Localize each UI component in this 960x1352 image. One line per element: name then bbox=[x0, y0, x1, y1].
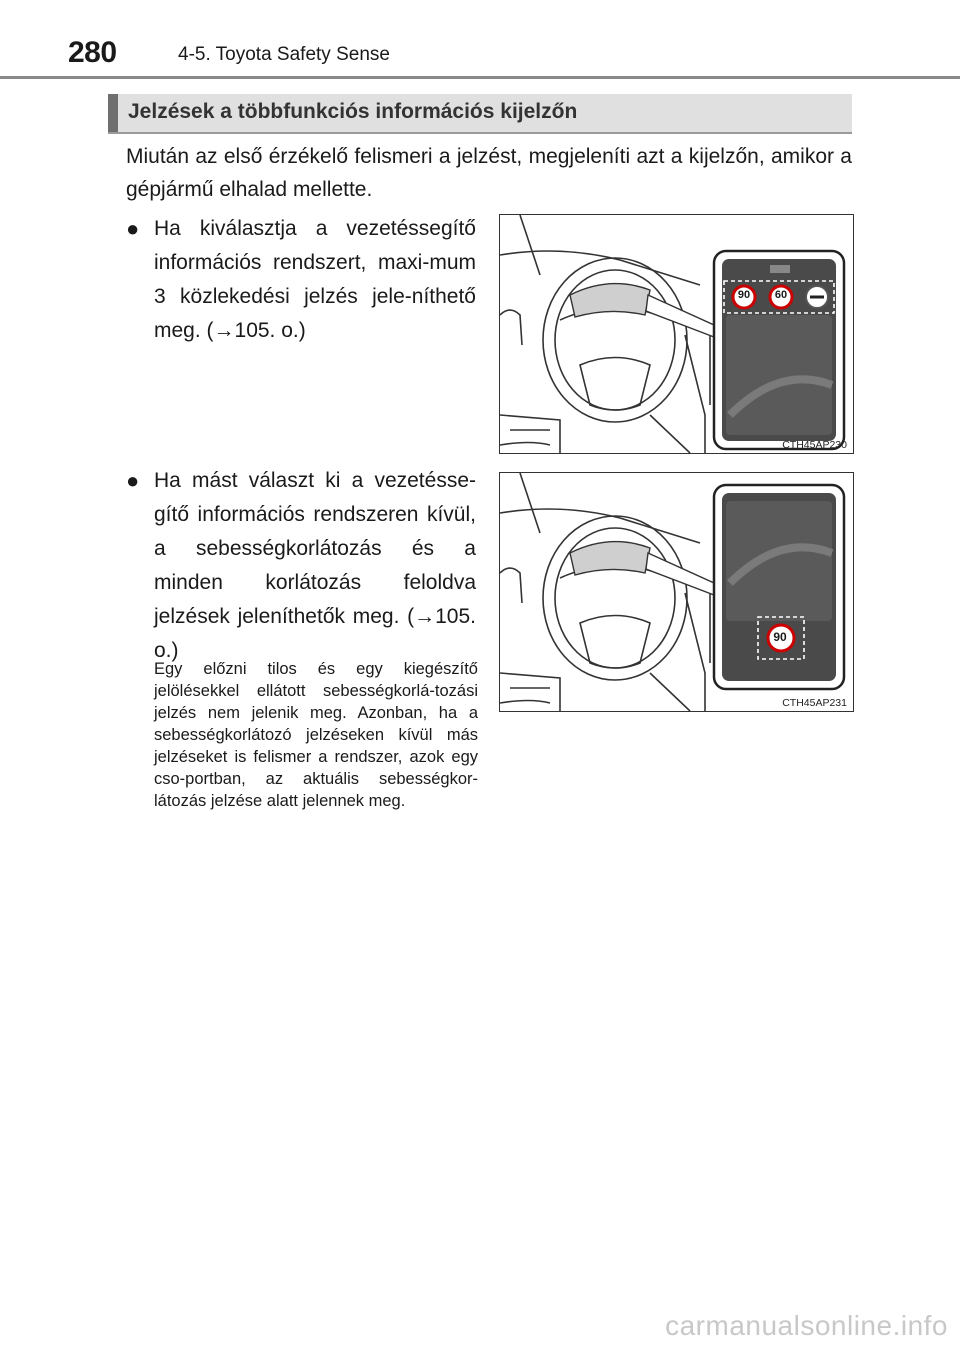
dashboard-illustration bbox=[500, 215, 853, 453]
bullet-item bbox=[126, 212, 476, 348]
section-heading bbox=[108, 94, 852, 134]
dashboard-illustration bbox=[500, 473, 853, 711]
heading-accent bbox=[108, 94, 118, 132]
bullet-marker: ● bbox=[126, 468, 140, 493]
speed-limit-sign-label: 60 bbox=[774, 289, 788, 301]
figure-dashboard-single-sign bbox=[499, 472, 854, 712]
bullet-item bbox=[126, 464, 476, 668]
section-title: 4-5. Toyota Safety Sense bbox=[178, 44, 390, 65]
figure-code: CTH45AP230 bbox=[782, 439, 847, 451]
bullet-text: Ha mást választ ki a vezetésse-gítő információs rendszeren kívül, a sebességkorlátozás és a minden korlátozás feloldva jelzések jeleníthetők meg. (→105. o.) bbox=[154, 469, 476, 662]
page-number: 280 bbox=[68, 36, 117, 69]
bullet-marker: ● bbox=[126, 216, 140, 241]
figure-dashboard-multiple-signs bbox=[499, 214, 854, 454]
section-heading-text: Jelzések a többfunkciós információs kijelzőn bbox=[128, 100, 578, 123]
bullet-text: Ha kiválasztja a vezetéssegítő információs rendszert, maxi-mum 3 közlekedési jelzés jele-níthető meg. (→105. o.) bbox=[154, 217, 476, 342]
header-divider bbox=[0, 76, 960, 79]
speed-limit-sign-label: 90 bbox=[737, 289, 751, 301]
speed-limit-sign-label: 90 bbox=[773, 630, 787, 644]
watermark: carmanualsonline.info bbox=[665, 1310, 948, 1341]
note-paragraph: Egy előzni tilos és egy kiegészítő jelölésekkel ellátott sebességkorlá-tozási jelzés nem jelenik meg. Azonban, ha a sebességkorlátozó jelzéseken kívül más jelzéseket is felismer a rendszer, azok egy cso-portban, az aktuális sebességkor-látozás jelzése alatt jelennek meg. bbox=[154, 660, 478, 810]
figure-code: CTH45AP231 bbox=[782, 697, 847, 709]
intro-paragraph: Miután az első érzékelő felismeri a jelzést, megjeleníti azt a kijelzőn, amikor a gépjármű elhalad mellette. bbox=[126, 145, 852, 201]
